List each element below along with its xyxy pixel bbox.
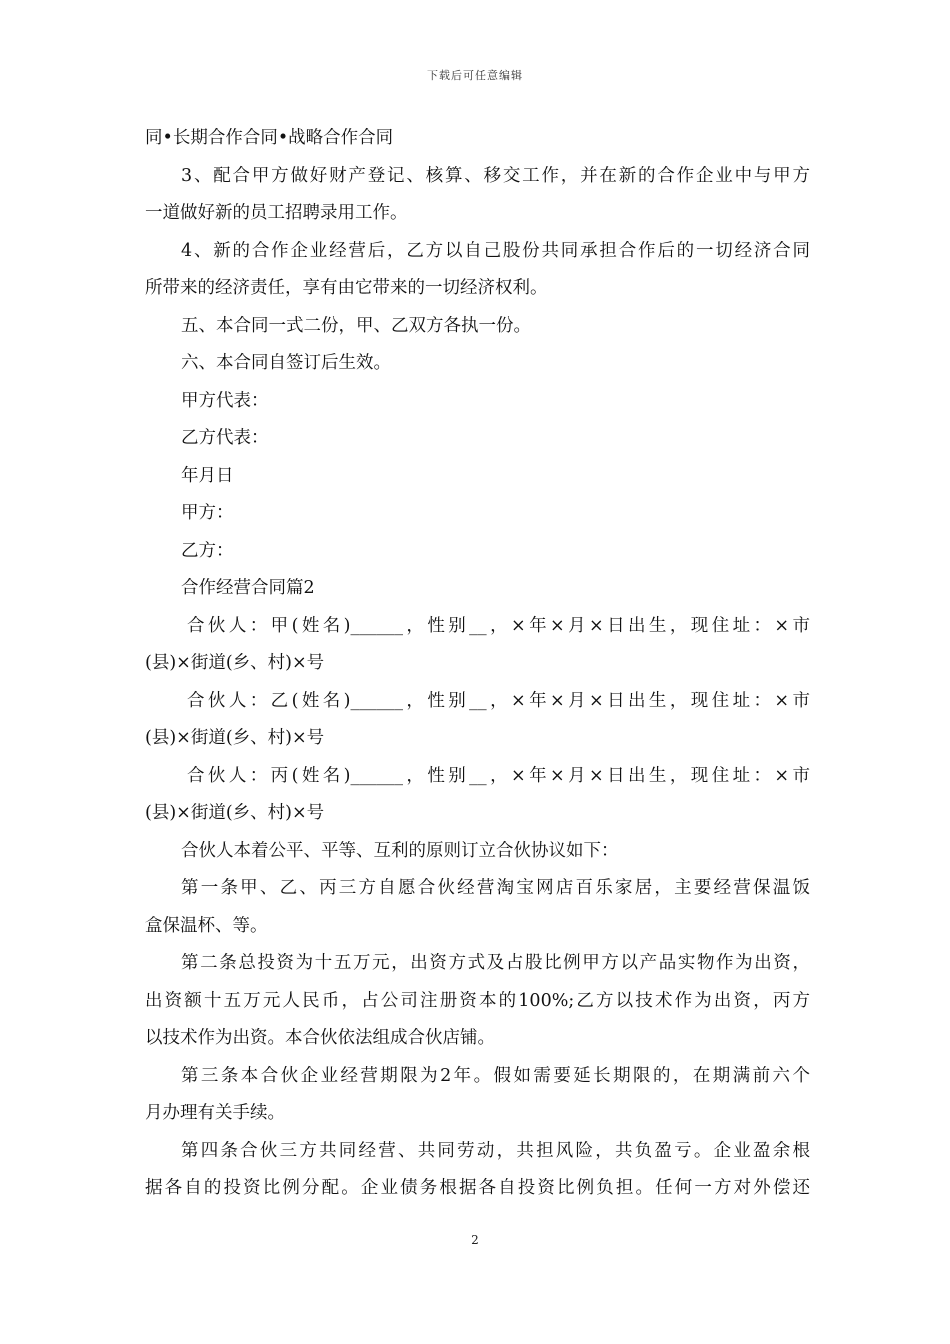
text-line: (县)×街道(乡、村)×号 — [145, 653, 325, 673]
text-line: 一道做好新的员工招聘录用工作。 — [145, 203, 408, 223]
text-line: (县)×街道(乡、村)×号 — [145, 728, 325, 748]
text-line: 合伙人：乙(姓名)______，性别__，×年×月×日出生，现住址：×市 — [187, 690, 810, 711]
text-line: 合伙人：丙(姓名)______，性别__，×年×月×日出生，现住址：×市 — [187, 765, 810, 786]
text-line: 甲方： — [181, 503, 234, 523]
text-line: 第一条甲、乙、丙三方自愿合伙经营淘宝网店百乐家居，主要经营保温饭 — [181, 878, 810, 898]
text-line: 五、本合同一式二份，甲、乙双方各执一份。 — [181, 315, 531, 336]
page-header: 下载后可任意编辑 — [427, 69, 523, 82]
text-line: 第四条合伙三方共同经营、共同劳动，共担风险，共负盈亏。企业盈余根 — [181, 1140, 810, 1161]
text-line: 出资额十五万元人民币，占公司注册资本的100%;乙方以技术作为出资，丙方 — [145, 990, 810, 1011]
text-line: 乙方： — [181, 540, 234, 561]
text-line: 以技术作为出资。本合伙依法组成合伙店铺。 — [145, 1028, 495, 1048]
text-line: 据各自的投资比例分配。企业债务根据各自投资比例负担。任何一方对外偿还 — [145, 1178, 810, 1198]
text-line: 月办理有关手续。 — [145, 1103, 285, 1123]
text-line: (县)×街道(乡、村)×号 — [145, 803, 325, 823]
text-line: 第三条本合伙企业经营期限为2年。假如需要延长期限的，在期满前六个 — [181, 1065, 810, 1086]
text-line: 合伙人本着公平、平等、互利的原则订立合伙协议如下： — [181, 840, 619, 861]
text-line: 同•长期合作合同•战略合作合同 — [145, 128, 394, 148]
document-body — [145, 120, 810, 1208]
page-number: 2 — [471, 1233, 479, 1247]
text-line: 第二条总投资为十五万元，出资方式及占股比例甲方以产品实物作为出资， — [181, 953, 810, 973]
text-line: 盒保温杯、等。 — [145, 915, 268, 936]
text-line: 合伙人：甲(姓名)______，性别__，×年×月×日出生，现住址：×市 — [187, 615, 810, 636]
text-line: 4、新的合作企业经营后，乙方以自己股份共同承担合作后的一切经济合同 — [181, 240, 810, 261]
text-line: 3、配合甲方做好财产登记、核算、移交工作，并在新的合作企业中与甲方 — [181, 165, 810, 186]
text-line: 年月日 — [181, 465, 234, 486]
text-line: 乙方代表： — [181, 428, 269, 448]
text-line: 六、本合同自签订后生效。 — [181, 353, 391, 373]
text-line: 甲方代表： — [181, 390, 269, 411]
text-line: 所带来的经济责任，享有由它带来的一切经济权利。 — [145, 278, 548, 298]
text-line: 合作经营合同篇2 — [181, 578, 315, 598]
